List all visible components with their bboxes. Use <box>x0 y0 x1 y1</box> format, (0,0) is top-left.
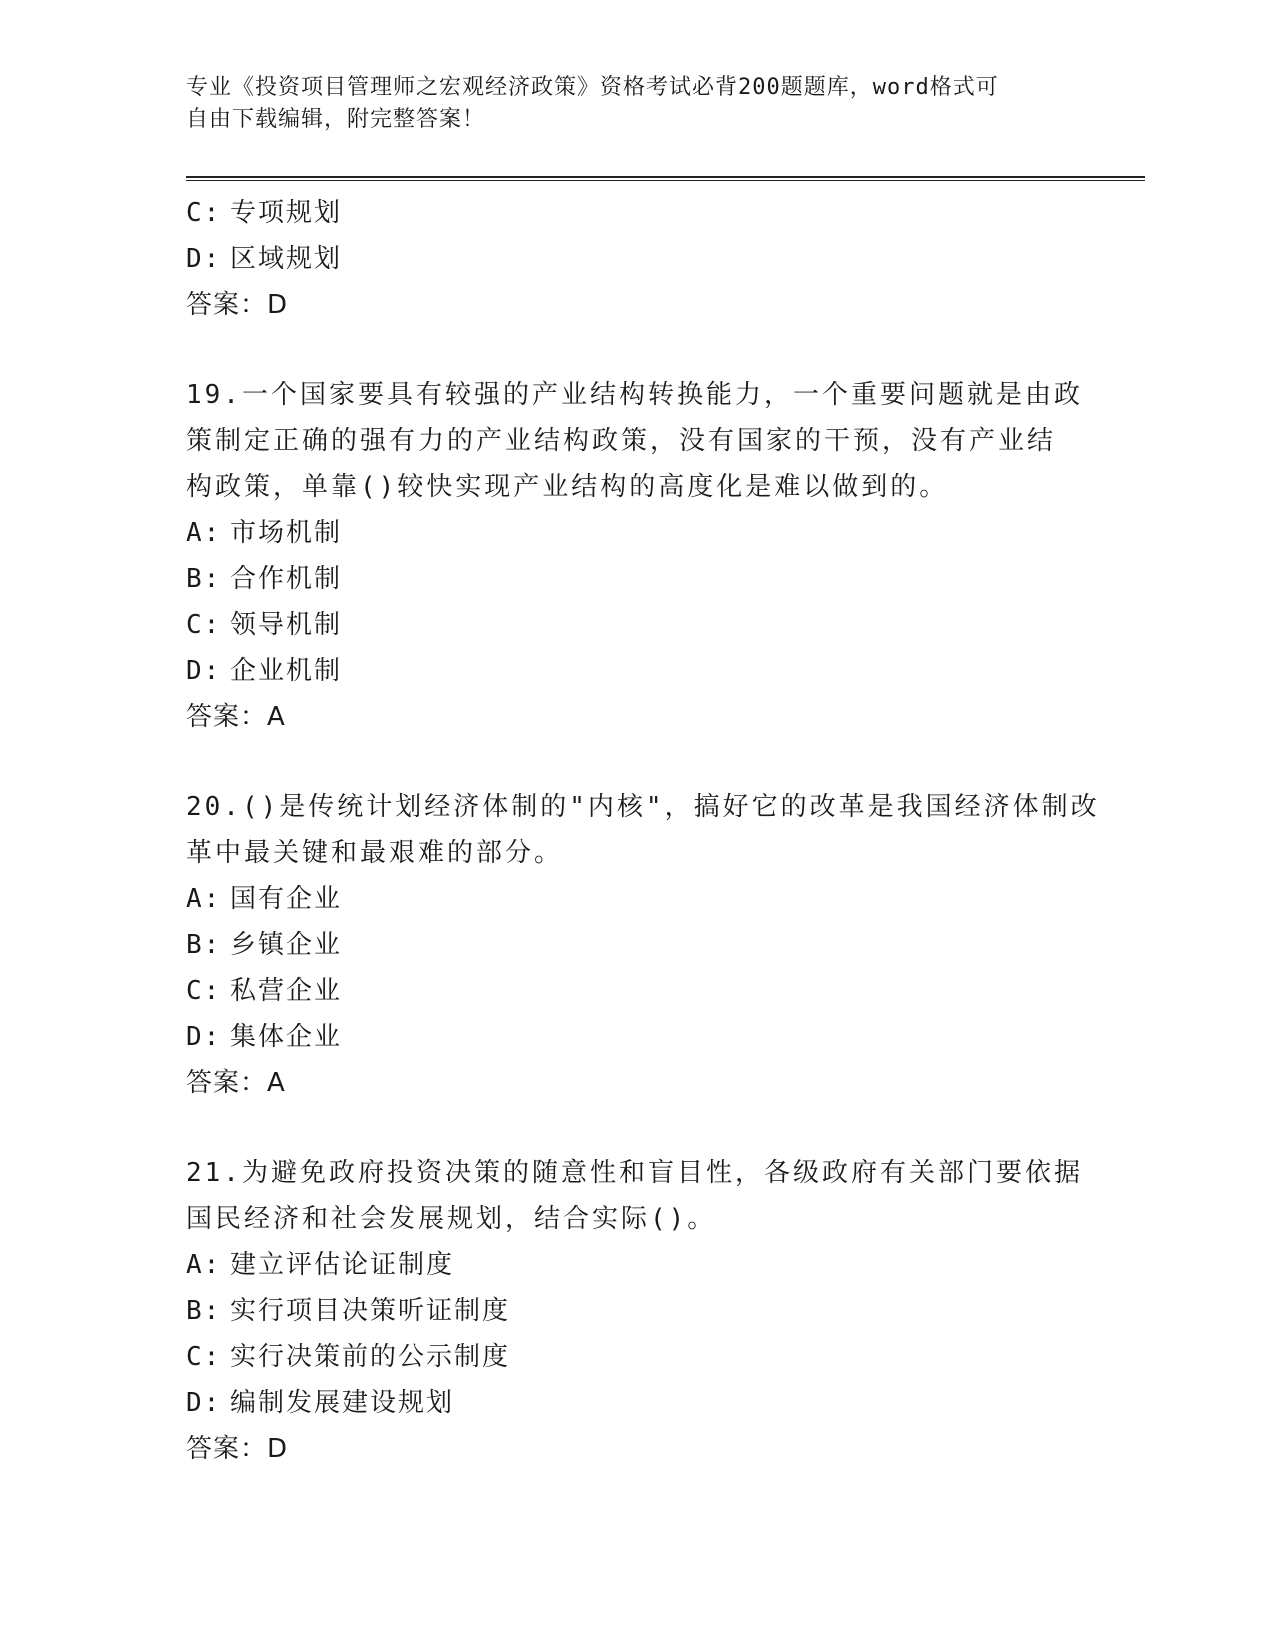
option-letter: C: <box>186 198 222 228</box>
option-d <box>186 1014 1066 1060</box>
option-a <box>186 876 1066 922</box>
question-text-line: 策制定正确的强有力的产业结构政策，没有国家的干预，没有产业结 <box>186 426 1057 456</box>
option-letter: D: <box>186 1022 222 1052</box>
question-20 <box>186 784 1100 1106</box>
header-divider <box>186 176 1145 181</box>
option-text: 私营企业 <box>230 976 343 1006</box>
option-text: 国有企业 <box>230 884 343 914</box>
question-21 <box>186 1150 1083 1472</box>
option-text: 市场机制 <box>230 518 343 548</box>
answer-line: 答案：D <box>186 1434 289 1464</box>
option-letter: C: <box>186 610 222 640</box>
question-19 <box>186 372 1083 740</box>
option-letter: D: <box>186 656 222 686</box>
document-header <box>186 72 1066 136</box>
question-content <box>186 190 1100 1472</box>
option-text: 合作机制 <box>230 564 343 594</box>
option-letter: A: <box>186 884 222 914</box>
option-text: 乡镇企业 <box>230 930 343 960</box>
option-letter: C: <box>186 1342 222 1372</box>
option-text: 专项规划 <box>230 198 343 228</box>
option-a <box>186 1242 1066 1288</box>
answer-line: 答案：A <box>186 702 286 732</box>
option-text: 建立评估论证制度 <box>230 1250 455 1280</box>
option-c <box>186 190 1066 236</box>
option-letter: D: <box>186 244 222 274</box>
option-letter: B: <box>186 564 222 594</box>
answer-line: 答案：D <box>186 290 289 320</box>
option-c <box>186 968 1066 1014</box>
option-b <box>186 556 1066 602</box>
option-b <box>186 922 1066 968</box>
option-text: 领导机制 <box>230 610 343 640</box>
answer-line: 答案：A <box>186 1068 286 1098</box>
option-text: 企业机制 <box>230 656 343 686</box>
question-text-line: 构政策，单靠()较快实现产业结构的高度化是难以做到的。 <box>186 472 949 502</box>
option-d <box>186 648 1066 694</box>
question-text-line: 21.为避免政府投资决策的随意性和盲目性，各级政府有关部门要依据 <box>186 1158 1083 1188</box>
option-c <box>186 1334 1066 1380</box>
option-a <box>186 510 1066 556</box>
option-d <box>186 1380 1066 1426</box>
option-letter: D: <box>186 1388 222 1418</box>
question-text-line: 19.一个国家要具有较强的产业结构转换能力，一个重要问题就是由政 <box>186 380 1083 410</box>
option-letter: A: <box>186 518 222 548</box>
option-text: 编制发展建设规划 <box>230 1388 455 1418</box>
option-text: 实行决策前的公示制度 <box>230 1342 511 1372</box>
option-letter: C: <box>186 976 222 1006</box>
option-text: 实行项目决策听证制度 <box>230 1296 511 1326</box>
option-c <box>186 602 1066 648</box>
header-line-2: 自由下载编辑，附完整答案！ <box>186 107 486 132</box>
option-b <box>186 1288 1066 1334</box>
header-line-1: 专业《投资项目管理师之宏观经济政策》资格考试必背200题题库，word格式可 <box>186 75 999 100</box>
option-letter: B: <box>186 930 222 960</box>
question-text-line: 革中最关键和最艰难的部分。 <box>186 838 564 868</box>
question-text-line: 国民经济和社会发展规划，结合实际()。 <box>186 1204 717 1234</box>
option-letter: A: <box>186 1250 222 1280</box>
option-text: 集体企业 <box>230 1022 343 1052</box>
option-d <box>186 236 1066 282</box>
prev-question <box>186 190 1066 328</box>
option-text: 区域规划 <box>230 244 343 274</box>
option-letter: B: <box>186 1296 222 1326</box>
question-text-line: 20.()是传统计划经济体制的"内核"，搞好它的改革是我国经济体制改 <box>186 792 1100 822</box>
